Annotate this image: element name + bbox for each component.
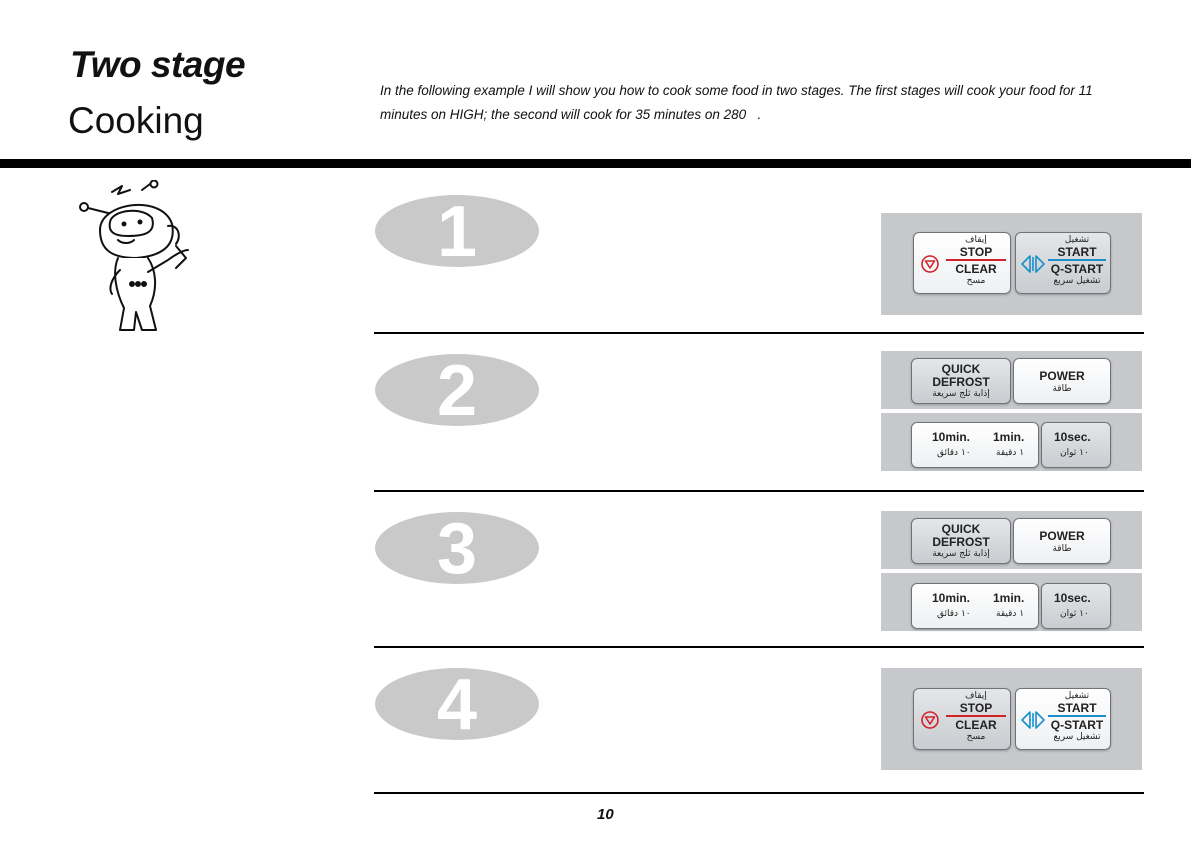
time-buttons-group	[911, 583, 1039, 629]
step-3-time-panel	[881, 573, 1142, 631]
one-minute-arabic-label: ١ دقيقة	[996, 448, 1025, 458]
ten-seconds-label: 10sec.	[1054, 591, 1091, 605]
ten-minutes-label: 10min.	[932, 591, 971, 605]
stop-clear-button[interactable]	[913, 232, 1011, 294]
step-divider	[374, 490, 1144, 492]
ten-seconds-arabic-label: ١٠ ثوان	[1060, 448, 1089, 458]
start-qstart-button[interactable]	[1015, 232, 1111, 294]
stop-arabic-label: إيقاف	[965, 691, 987, 701]
start-label: START	[1048, 246, 1106, 261]
power-button[interactable]	[1013, 518, 1111, 564]
step-number-text: 2	[436, 352, 478, 428]
ten-seconds-arabic-label: ١٠ ثوان	[1060, 609, 1089, 619]
step-4-number	[374, 666, 544, 742]
clear-label: CLEAR	[955, 718, 997, 732]
stop-label: STOP	[946, 702, 1006, 717]
one-minute-arabic-label: ١ دقيقة	[996, 609, 1025, 619]
ten-minutes-arabic-label: ١٠ دقائق	[937, 448, 971, 458]
quick-label: QUICK	[941, 362, 981, 376]
one-minute-label: 1min.	[993, 591, 1025, 605]
power-label: POWER	[1039, 529, 1085, 543]
start-arabic-label: تشغيل	[1064, 691, 1090, 701]
start-arabic-label: تشغيل	[1064, 235, 1090, 245]
step-1-panel	[881, 213, 1142, 315]
stop-arabic-label: إيقاف	[965, 235, 987, 245]
step-number-text: 1	[436, 193, 478, 269]
ten-minutes-label: 10min.	[932, 430, 971, 444]
ten-seconds-button[interactable]	[1041, 422, 1111, 468]
mascot-illustration	[72, 180, 202, 340]
qstart-label: Q-START	[1050, 262, 1104, 276]
defrost-arabic-label: إذابة ثلج سريعة	[932, 389, 990, 399]
defrost-label: DEFROST	[932, 535, 990, 549]
step-number-text: 4	[436, 666, 478, 742]
page-title-line1: Two stage	[70, 44, 246, 85]
time-buttons-group	[911, 422, 1039, 468]
power-button[interactable]	[1013, 358, 1111, 404]
one-minute-button[interactable]	[975, 584, 1038, 628]
ten-minutes-button[interactable]	[912, 423, 975, 467]
step-2-number	[374, 352, 544, 428]
ten-minutes-arabic-label: ١٠ دقائق	[937, 609, 971, 619]
stop-label: STOP	[946, 246, 1006, 261]
one-minute-label: 1min.	[993, 430, 1025, 444]
ten-seconds-button[interactable]	[1041, 583, 1111, 629]
clear-label: CLEAR	[955, 262, 997, 276]
step-divider	[374, 332, 1144, 334]
footer-rule	[374, 792, 1144, 794]
intro-text: In the following example I will show you how to cook some food in two stages. The first stages will cook your food for 11 minutes on HIGH; the second will cook for 35 minutes on 280 .	[380, 83, 1093, 122]
stop-clear-button[interactable]	[913, 688, 1011, 750]
qstart-arabic-label: تشغيل سريع	[1053, 276, 1101, 286]
step-4-panel	[881, 668, 1142, 770]
step-3-number	[374, 510, 544, 586]
clear-arabic-label: مسح	[966, 732, 986, 742]
power-arabic-label: طاقة	[1052, 544, 1072, 554]
step-2-time-panel	[881, 413, 1142, 471]
one-minute-button[interactable]	[975, 423, 1038, 467]
defrost-arabic-label: إذابة ثلج سريعة	[932, 549, 990, 559]
quick-defrost-button[interactable]	[911, 358, 1011, 404]
qstart-label: Q-START	[1050, 718, 1104, 732]
step-1-number	[374, 193, 544, 269]
ten-minutes-button[interactable]	[912, 584, 975, 628]
step-number-text: 3	[436, 510, 478, 586]
defrost-label: DEFROST	[932, 375, 990, 389]
quick-label: QUICK	[941, 522, 981, 536]
power-arabic-label: طاقة	[1052, 384, 1072, 394]
step-3-power-panel	[881, 511, 1142, 569]
stop-icon	[920, 710, 940, 730]
start-qstart-button[interactable]	[1015, 688, 1111, 750]
page-number: 10	[597, 806, 614, 823]
step-2-power-panel	[881, 351, 1142, 409]
power-label: POWER	[1039, 369, 1085, 383]
quick-defrost-button[interactable]	[911, 518, 1011, 564]
page-title-line2: Cooking	[68, 100, 204, 141]
header-rule	[0, 159, 1191, 168]
start-icon	[1020, 710, 1046, 730]
start-icon	[1020, 254, 1046, 274]
stop-icon	[920, 254, 940, 274]
clear-arabic-label: مسح	[966, 276, 986, 286]
qstart-arabic-label: تشغيل سريع	[1053, 732, 1101, 742]
step-divider	[374, 646, 1144, 648]
ten-seconds-label: 10sec.	[1054, 430, 1091, 444]
start-label: START	[1048, 702, 1106, 717]
